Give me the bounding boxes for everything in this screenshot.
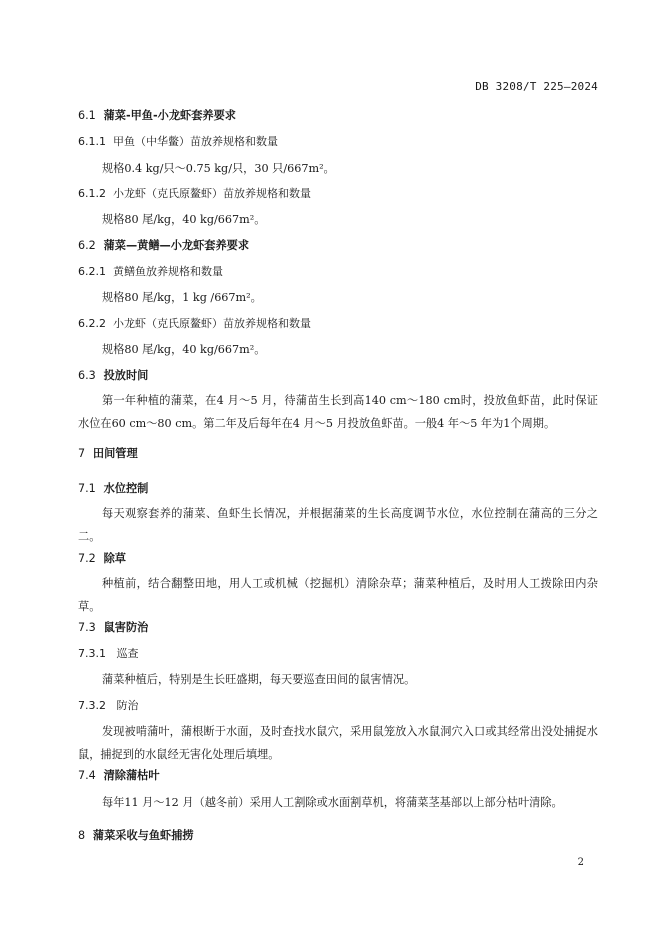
- body-7-1: 每天观察套养的蒲菜、鱼虾生长情况，并根据蒲菜的生长高度调节水位，水位控制在蒲高的三分之二。: [78, 507, 598, 543]
- heading-number: 8: [78, 829, 86, 842]
- page-number: 2: [577, 857, 584, 868]
- heading-6-2-1: [78, 265, 223, 279]
- body-7-4: 每年11 月～12 月（越冬前）采用人工割除或水面割草机，将蒲菜茎基部以上部分枯叶清除。: [102, 796, 563, 809]
- heading-7-3-2: [78, 699, 139, 713]
- heading-6-1: [78, 109, 236, 123]
- heading-title: 小龙虾（克氏原鳌虾）苗放养规格和数量: [113, 187, 311, 200]
- body-7-3-1: 蒲菜种植后，特别是生长旺盛期，每天要巡查田间的鼠害情况。: [102, 673, 416, 686]
- heading-title: 小龙虾（克氏原鳌虾）苗放养规格和数量: [113, 317, 311, 330]
- heading-number: 7.4: [78, 769, 96, 782]
- heading-title: 防治: [116, 699, 139, 712]
- heading-title: 鼠害防治: [103, 621, 149, 634]
- heading-title: 黄鳝鱼放养规格和数量: [113, 265, 223, 278]
- heading-title: 除草: [103, 552, 126, 565]
- body-6-1-2: 规格80 尾/kg，40 kg/667m²。: [102, 213, 266, 226]
- heading-6-2-2: [78, 317, 311, 331]
- heading-6-1-1: [78, 135, 278, 149]
- heading-8: [78, 829, 194, 843]
- heading-title: 蒲菜—黄鳝—小龙虾套养要求: [103, 239, 250, 252]
- heading-number: 6.2: [78, 239, 96, 252]
- heading-number: 6.2.1: [78, 265, 106, 278]
- heading-7-4: [78, 769, 160, 783]
- heading-number: 6.1.1: [78, 135, 106, 148]
- heading-title: 投放时间: [103, 369, 149, 382]
- heading-number: 6.2.2: [78, 317, 106, 330]
- heading-7: [78, 447, 138, 461]
- body-6-3: 第一年种植的蒲菜，在4 月～5 月，待蒲苗生长到高140 cm～180 cm时，投放鱼虾苗，此时保证水位在60 cm～80 cm。第二年及后每年在4 月～5 月投放鱼虾苗。一般4 年～5 年为1个周期。: [78, 394, 598, 430]
- heading-number: 7.3.2: [78, 699, 106, 712]
- heading-number: 7: [78, 447, 86, 460]
- body-6-2-1: 规格80 尾/kg，1 kg /667m²。: [102, 291, 262, 304]
- heading-7-2: [78, 552, 126, 566]
- heading-6-3: [78, 369, 148, 383]
- heading-number: 6.1.2: [78, 187, 106, 200]
- body-6-2-2: 规格80 尾/kg，40 kg/667m²。: [102, 343, 266, 356]
- heading-number: 7.2: [78, 552, 96, 565]
- heading-number: 7.3.1: [78, 647, 106, 660]
- heading-6-2: [78, 239, 249, 253]
- heading-title: 清除蒲枯叶: [103, 769, 160, 782]
- heading-number: 6.3: [78, 369, 96, 382]
- heading-7-3-1: [78, 647, 139, 661]
- heading-number: 6.1: [78, 109, 96, 122]
- heading-7-3: [78, 621, 148, 635]
- heading-title: 甲鱼（中华鳖）苗放养规格和数量: [113, 135, 278, 148]
- heading-title: 蒲菜采收与鱼虾捕捞: [92, 829, 194, 842]
- body-7-3-2: 发现被啃蒲叶，蒲根断于水面，及时查找水鼠穴，采用鼠笼放入水鼠洞穴入口或其经常出没处捕捉水鼠，捕捉到的水鼠经无害化处理后填埋。: [78, 725, 598, 761]
- document-id-header: DB 3208/T 225—2024: [475, 80, 598, 93]
- heading-number: 7.1: [78, 482, 96, 495]
- heading-number: 7.3: [78, 621, 96, 634]
- heading-6-1-2: [78, 187, 311, 201]
- body-6-1-1: 规格0.4 kg/只～0.75 kg/只，30 只/667m²。: [102, 162, 335, 175]
- heading-title: 水位控制: [103, 482, 149, 495]
- body-7-2: 种植前，结合翻整田地，用人工或机械（挖掘机）清除杂草；蒲菜种植后，及时用人工拨除田内杂草。: [78, 577, 598, 613]
- heading-title: 田间管理: [92, 447, 138, 460]
- heading-title: 巡查: [116, 647, 139, 660]
- heading-7-1: [78, 482, 148, 496]
- heading-title: 蒲菜-甲鱼-小龙虾套养要求: [103, 109, 236, 122]
